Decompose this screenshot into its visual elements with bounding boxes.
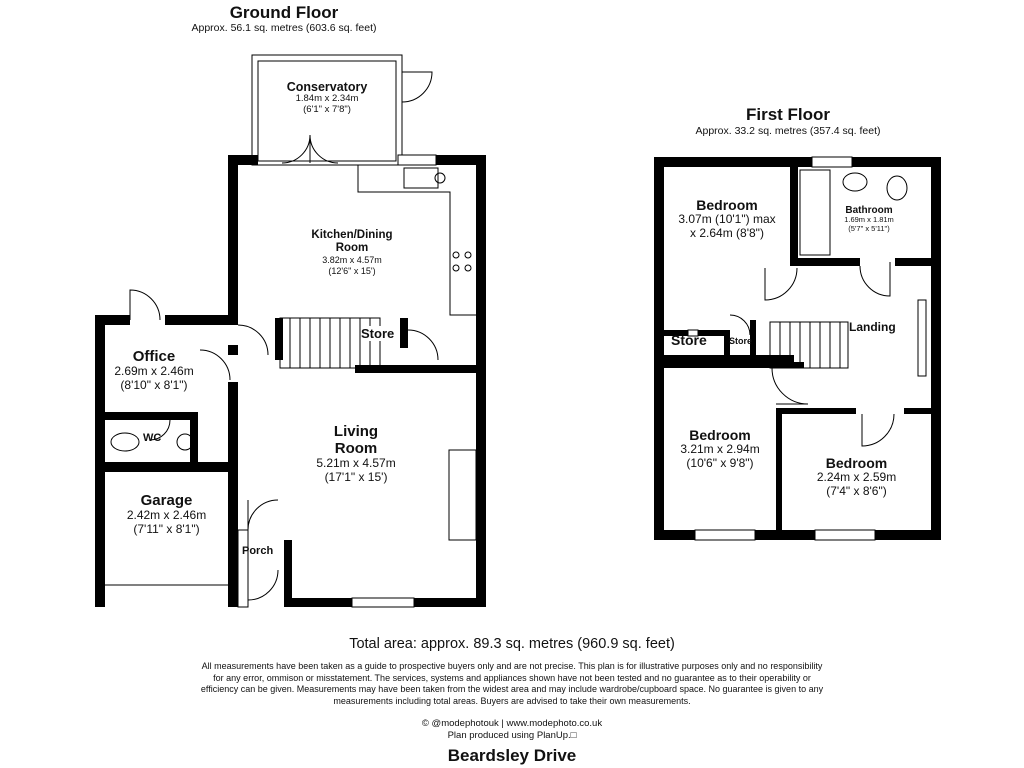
disclaimer-line: for any error, ommison or misstatement. The services, systems and appliances shown have not been tested and no guarantee as to their operability or	[213, 672, 811, 683]
disclaimer-line: efficiency can be given. Measurements may have been taken from the widest area and may include wardrobe/cupboard space. No guarantee is given to any	[200, 684, 824, 695]
credit-line: © @modephotouk | www.modephoto.co.uk	[421, 718, 603, 729]
bedroom1-door-swing	[765, 268, 797, 300]
bathroom-toilet-icon	[887, 176, 907, 200]
room-name: Bathroom	[845, 205, 893, 216]
bedroom3-door-swing	[862, 414, 894, 446]
office-door-swing	[130, 290, 160, 320]
toilet-icon	[111, 433, 139, 451]
room-store-first: Store	[671, 332, 707, 348]
room-wc: WC	[143, 432, 162, 444]
room-dimensions-imperial: (17'1" x 15')	[324, 469, 388, 484]
room-name: Garage	[140, 492, 193, 509]
room-name: Living	[333, 423, 379, 440]
room-dimensions: 2.69m x 2.46m	[114, 364, 194, 378]
kitchen-window	[398, 155, 436, 165]
room-name: Bedroom	[689, 427, 751, 443]
room-dimensions: 3.82m x 4.57m	[322, 255, 382, 266]
store-door-swing	[408, 330, 438, 360]
room-name: Bedroom	[825, 455, 888, 471]
disclaimer-line: measurements including total areas. Buyers are advised to take their own measurements.	[333, 696, 691, 707]
room-dimensions: 3.21m x 2.94m	[680, 442, 760, 456]
landing-window	[918, 300, 926, 376]
room-name: Kitchen/Dining	[311, 229, 393, 241]
room-living	[296, 424, 416, 485]
room-conservatory	[262, 80, 392, 116]
room-name: Office	[132, 348, 176, 365]
first-floor-area: Approx. 33.2 sq. metres (357.4 sq. feet)	[695, 125, 881, 137]
room-dimensions: 1.84m x 2.34m	[295, 93, 359, 104]
room-dimensions-imperial: (7'4" x 8'6")	[826, 483, 887, 498]
room-name-line2: Room	[334, 439, 378, 457]
room-dimensions-imperial: (12'6" x 15')	[328, 265, 376, 276]
room-name: Conservatory	[286, 80, 368, 94]
bathroom-basin-icon	[843, 173, 867, 191]
room-bathroom	[830, 205, 908, 233]
conservatory-door-swing	[402, 72, 432, 102]
room-garage	[105, 492, 228, 537]
bedroom2-window	[695, 530, 755, 540]
street-name: Beardsley Drive	[447, 746, 577, 765]
french-door-right	[310, 135, 338, 163]
room-landing: Landing	[849, 320, 896, 334]
room-bedroom-3	[782, 455, 931, 499]
sink-icon	[404, 168, 438, 188]
room-office	[104, 348, 204, 393]
room-dimensions-imperial: (7'11" x 8'1")	[133, 521, 200, 536]
disclaimer	[112, 661, 912, 708]
room-kitchen-dining	[292, 229, 412, 276]
porch-door-swing	[248, 570, 278, 600]
room-store-small: Store	[729, 336, 753, 346]
room-dimensions: 2.24m x 2.59m	[816, 470, 897, 484]
room-dimensions: 2.42m x 2.46m	[126, 508, 207, 522]
room-bedroom-2	[664, 427, 776, 471]
first-floor-title: First Floor	[745, 105, 831, 124]
total-area: Total area: approx. 89.3 sq. metres (960.9 sq. feet)	[349, 636, 675, 652]
living-room-window	[352, 598, 414, 607]
fireplace	[449, 450, 476, 540]
room-name: Bedroom	[696, 197, 758, 213]
credit-line-planup: Plan produced using PlanUp.□	[447, 730, 577, 742]
room-dimensions-imperial: (6'1" x 7'8")	[303, 103, 351, 115]
room-dimensions: 3.07m (10'1") max	[678, 212, 776, 226]
room-dimensions-imperial: x 2.64m (8'8")	[690, 225, 764, 240]
french-door-left	[282, 135, 310, 163]
room-dimensions: 5.21m x 4.57m	[316, 456, 396, 470]
room-name-line2: Room	[335, 242, 369, 255]
bedroom3-window	[815, 530, 875, 540]
hob-icon	[453, 252, 459, 258]
bath-icon	[800, 170, 830, 255]
room-store-ground: Store	[361, 326, 395, 341]
room-dimensions-imperial: (5'7" x 5'11")	[848, 223, 890, 233]
room-dimensions-imperial: (8'10" x 8'1")	[120, 377, 188, 392]
room-dimensions: 1.69m x 1.81m	[844, 215, 894, 224]
credits	[312, 718, 712, 743]
room-dimensions-imperial: (10'6" x 9'8")	[686, 455, 754, 470]
room-bedroom-1	[664, 197, 790, 241]
disclaimer-line: All measurements have been taken as a guide to prospective buyers only and are not precise. This plan is for illustrative purposes only and no responsibility	[201, 661, 823, 671]
ground-floor-title: Ground Floor	[229, 3, 339, 22]
room-porch: Porch	[242, 545, 274, 557]
ground-floor-area: Approx. 56.1 sq. metres (603.6 sq. feet)	[191, 22, 377, 34]
